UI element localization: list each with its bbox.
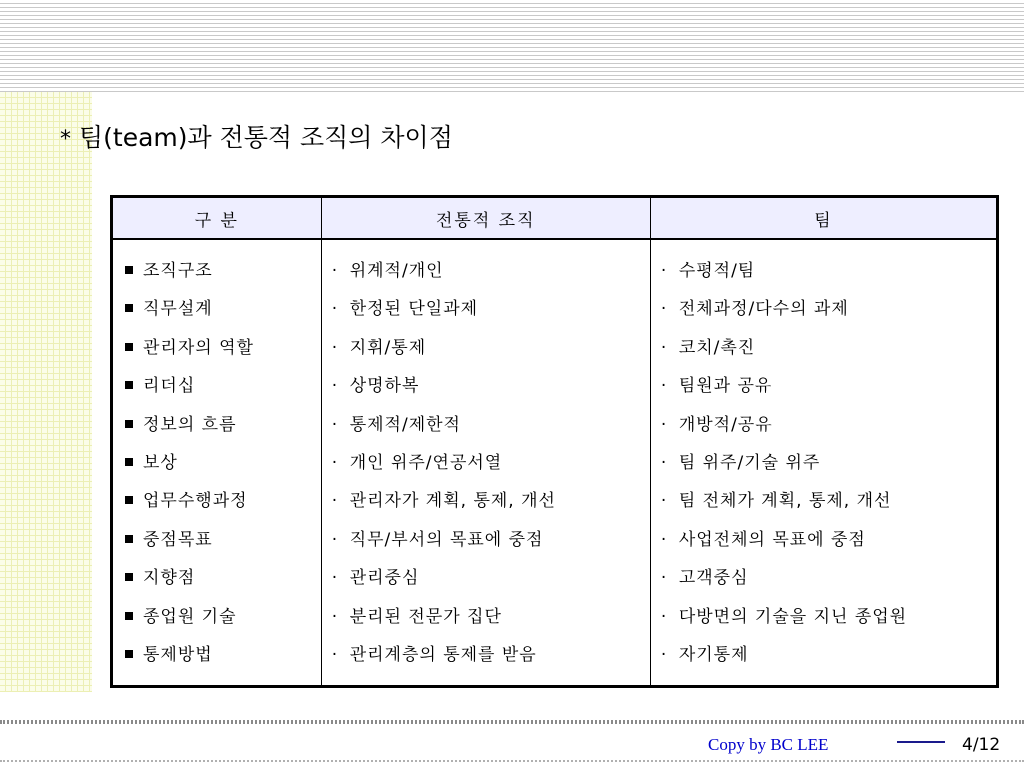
category-item-text: 업무수행과정 — [143, 491, 248, 512]
team-item — [651, 376, 996, 414]
team-item — [651, 453, 996, 491]
square-bullet-icon — [125, 343, 133, 351]
item-marker: · — [660, 376, 668, 397]
traditional-item-text: 관리중심 — [349, 568, 420, 589]
traditional-item-text: 한정된 단일과제 — [349, 299, 479, 320]
square-bullet-icon — [125, 420, 133, 428]
category-item — [113, 530, 321, 568]
team-item — [651, 338, 996, 376]
team-item-text: 전체과정/다수의 과제 — [678, 299, 849, 320]
team-item-text: 다방면의 기술을 지닌 종업원 — [678, 606, 908, 627]
team-item-text: 자기통제 — [678, 644, 749, 665]
top-stripe-decoration — [0, 0, 1024, 92]
header-category: 구 분 — [112, 197, 322, 240]
item-marker: · — [660, 529, 668, 550]
category-item — [113, 376, 321, 414]
team-item-text: 사업전체의 목표에 중점 — [678, 529, 866, 550]
square-bullet-icon — [125, 612, 133, 620]
category-item-text: 조직구조 — [143, 261, 213, 281]
traditional-item — [322, 491, 650, 529]
footer-dotted-rule-lower — [0, 760, 1024, 762]
square-bullet-icon — [125, 573, 133, 581]
team-list — [651, 240, 996, 683]
item-marker: · — [331, 568, 339, 589]
category-item-text: 정보의 흐름 — [143, 414, 237, 435]
item-marker: · — [331, 261, 339, 281]
item-marker: · — [331, 414, 339, 435]
page-title — [60, 118, 453, 154]
team-item-text: 코치/촉진 — [678, 337, 756, 358]
team-item-text: 개방적/공유 — [678, 414, 773, 435]
item-marker: · — [331, 376, 339, 397]
team-item-text: 수평적/팀 — [678, 261, 756, 281]
category-item — [113, 645, 321, 683]
traditional-item-text: 상명하복 — [349, 376, 420, 397]
traditional-item — [322, 645, 650, 683]
category-item-text: 관리자의 역할 — [143, 337, 254, 358]
header-team: 팀 — [650, 197, 997, 240]
category-item — [113, 607, 321, 645]
square-bullet-icon — [125, 266, 133, 274]
item-marker: · — [660, 414, 668, 435]
square-bullet-icon — [125, 496, 133, 504]
traditional-item-text: 관리자가 계획, 통제, 개선 — [349, 491, 556, 512]
team-item — [651, 568, 996, 606]
traditional-item — [322, 338, 650, 376]
category-list — [113, 240, 321, 683]
item-marker: · — [331, 606, 339, 627]
category-item — [113, 299, 321, 337]
team-item — [651, 645, 996, 683]
team-item — [651, 261, 996, 299]
table-body-row — [112, 239, 998, 687]
item-marker: · — [331, 644, 339, 665]
traditional-item-text: 관리계층의 통제를 받음 — [349, 644, 537, 665]
item-marker: · — [331, 452, 339, 473]
square-bullet-icon — [125, 458, 133, 466]
square-bullet-icon — [125, 535, 133, 543]
traditional-item — [322, 299, 650, 337]
item-marker: · — [660, 452, 668, 473]
category-item-text: 리더십 — [143, 376, 196, 397]
traditional-item — [322, 530, 650, 568]
category-item — [113, 261, 321, 299]
item-marker: · — [660, 568, 668, 589]
item-marker: · — [660, 299, 668, 320]
category-item-text: 직무설계 — [143, 299, 213, 320]
square-bullet-icon — [125, 304, 133, 312]
traditional-item-text: 직무/부서의 목표에 중점 — [349, 529, 544, 550]
traditional-item — [322, 453, 650, 491]
title-text: 팀(team)과 전통적 조직의 차이점 — [79, 123, 453, 152]
team-item — [651, 607, 996, 645]
footer-line-divider — [897, 741, 945, 743]
copyright-text: Copy by BC LEE — [708, 735, 829, 754]
category-item-text: 보상 — [143, 452, 178, 473]
item-marker: · — [331, 299, 339, 320]
traditional-list — [322, 240, 650, 683]
category-item — [113, 491, 321, 529]
category-column — [112, 239, 322, 687]
team-item-text: 고객중심 — [678, 568, 749, 589]
team-item-text: 팀 전체가 계획, 통제, 개선 — [678, 491, 892, 512]
team-item — [651, 491, 996, 529]
item-marker: · — [331, 491, 339, 512]
traditional-item — [322, 568, 650, 606]
item-marker: · — [660, 644, 668, 665]
footer-dotted-rule — [0, 720, 1024, 724]
traditional-item — [322, 415, 650, 453]
category-item — [113, 453, 321, 491]
square-bullet-icon — [125, 650, 133, 658]
team-column — [650, 239, 997, 687]
category-item — [113, 568, 321, 606]
table-header-row — [112, 197, 998, 240]
item-marker: · — [331, 529, 339, 550]
category-item-text: 지향점 — [143, 568, 196, 589]
title-star-marker: * — [60, 127, 71, 152]
item-marker: · — [660, 261, 668, 281]
traditional-item-text: 개인 위주/연공서열 — [349, 452, 503, 473]
item-marker: · — [331, 337, 339, 358]
team-item-text: 팀 위주/기술 위주 — [678, 452, 821, 473]
square-bullet-icon — [125, 381, 133, 389]
traditional-item — [322, 607, 650, 645]
team-item-text: 팀원과 공유 — [678, 376, 773, 397]
item-marker: · — [660, 491, 668, 512]
comparison-table — [110, 195, 999, 688]
left-grid-decoration — [0, 92, 92, 692]
traditional-item — [322, 261, 650, 299]
page-number: 4/12 — [962, 735, 1001, 755]
category-item-text: 종업원 기술 — [143, 606, 237, 627]
header-traditional: 전통적 조직 — [321, 197, 650, 240]
category-item-text: 통제방법 — [143, 644, 213, 665]
category-item-text: 중점목표 — [143, 529, 213, 550]
traditional-item-text: 통제적/제한적 — [349, 414, 461, 435]
traditional-item-text: 지휘/통제 — [349, 337, 427, 358]
item-marker: · — [660, 337, 668, 358]
traditional-item — [322, 376, 650, 414]
traditional-item-text: 위계적/개인 — [349, 261, 444, 281]
traditional-item-text: 분리된 전문가 집단 — [349, 606, 502, 627]
traditional-column — [321, 239, 650, 687]
category-item — [113, 338, 321, 376]
team-item — [651, 299, 996, 337]
team-item — [651, 530, 996, 568]
item-marker: · — [660, 606, 668, 627]
team-item — [651, 415, 996, 453]
category-item — [113, 415, 321, 453]
